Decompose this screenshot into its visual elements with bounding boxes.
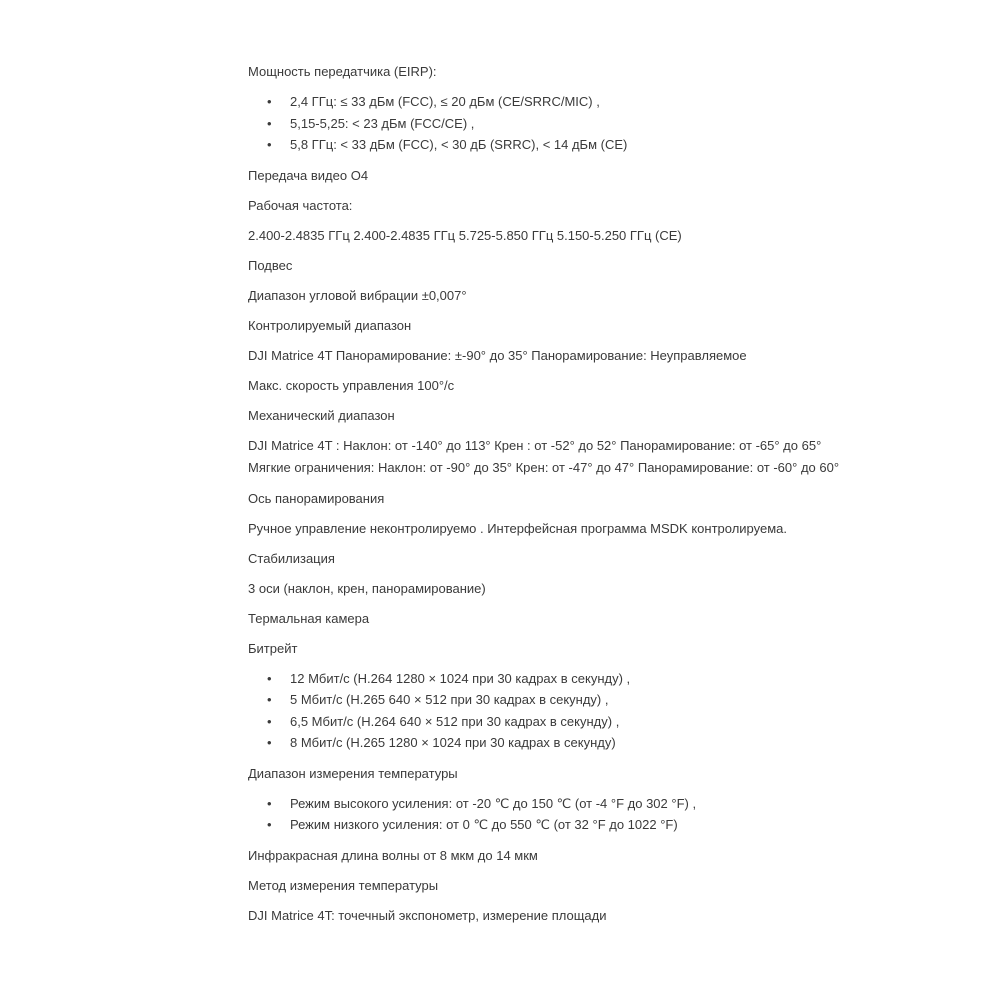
list-item (248, 814, 808, 836)
paragraph-max-control-speed: Макс. скорость управления 100°/с (248, 377, 455, 393)
paragraph-line: Мягкие ограничения: Наклон: от -90° до 35° Крен: от -47° до 47° Панорамирование: от -60° до 60° (248, 459, 840, 475)
paragraph-operating-frequency-value: 2.400-2.4835 ГГц 2.400-2.4835 ГГц 5.725-5.850 ГГц 5.150-5.250 ГГц (CE) (248, 227, 682, 243)
paragraph-line: DJI Matrice 4T : Наклон: от -140° до 113° Крен : от -52° до 52° Панорамирование: от -65° до 65° (248, 437, 822, 453)
bullet-icon: • (267, 692, 272, 707)
paragraph-bitrate-label: Битрейт (248, 640, 298, 656)
paragraph-operating-frequency-label: Рабочая частота: (248, 197, 353, 213)
paragraph-infrared-wavelength: Инфракрасная длина волны от 8 мкм до 14 мкм (248, 847, 538, 863)
paragraph-temp-method-label: Метод измерения температуры (248, 877, 439, 893)
list-item-text: Режим низкого усиления: от 0 ℃ до 550 ℃ (от 32 °F до 1022 °F) (290, 817, 678, 832)
bullet-list-bitrate (248, 668, 808, 754)
paragraph-mechanical-range-value (248, 435, 840, 479)
paragraph-manual-control: Ручное управление неконтролируемо . Интерфейсная программа MSDK контролируема. (248, 520, 787, 536)
paragraph-controllable-range-value: DJI Matrice 4T Панорамирование: ±-90° до 35° Панорамирование: Неуправляемое (248, 347, 747, 363)
paragraph-vibration-range: Диапазон угловой вибрации ±0,007° (248, 287, 467, 303)
bullet-icon: • (267, 795, 272, 811)
paragraph-pan-axis: Ось панорамирования (248, 490, 385, 506)
bullet-icon: • (267, 670, 272, 686)
bullet-icon: • (267, 817, 272, 832)
list-item (248, 732, 808, 754)
bullet-list-eirp (248, 91, 808, 156)
paragraph-transmitter-power: Мощность передатчика (EIRP): (248, 64, 437, 79)
list-item (248, 134, 808, 156)
paragraph-stabilization-label: Стабилизация (248, 550, 335, 566)
paragraph-stabilization-value: 3 оси (наклон, крен, панорамирование) (248, 580, 486, 596)
list-item-text: 8 Мбит/с (H.265 1280 × 1024 при 30 кадрах в секунду) (290, 735, 616, 750)
bullet-list-temperature (248, 793, 808, 836)
paragraph-gimbal: Подвес (248, 257, 293, 273)
list-item (248, 113, 808, 135)
list-item-text: 12 Мбит/с (H.264 1280 × 1024 при 30 кадрах в секунду) , (290, 670, 631, 686)
paragraph-thermal-camera: Термальная камера (248, 610, 370, 626)
paragraph-video-transmission: Передача видео O4 (248, 167, 369, 183)
paragraph-temp-method-value: DJI Matrice 4T: точечный экспонометр, измерение площади (248, 907, 607, 923)
list-item (248, 689, 808, 711)
paragraph-temp-measurement-range: Диапазон измерения температуры (248, 765, 458, 781)
bullet-icon: • (267, 735, 272, 750)
list-item (248, 668, 808, 690)
list-item-text: 2,4 ГГц: ≤ 33 дБм (FCC), ≤ 20 дБм (CE/SRRC/MIC) , (290, 94, 600, 109)
document-content (248, 61, 840, 935)
bullet-icon: • (267, 94, 272, 109)
list-item (248, 711, 808, 733)
bullet-icon: • (267, 713, 272, 729)
paragraph-mechanical-range-label: Механический диапазон (248, 407, 395, 423)
list-item-text: 5,15-5,25: < 23 дБм (FCC/CE) , (290, 115, 475, 131)
list-item-text: 5,8 ГГц: < 33 дБм (FCC), < 30 дБ (SRRC), < 14 дБм (CE) (290, 137, 628, 152)
list-item (248, 793, 808, 815)
list-item (248, 91, 808, 113)
bullet-icon: • (267, 137, 272, 152)
list-item-text: 5 Мбит/с (H.265 640 × 512 при 30 кадрах в секунду) , (290, 692, 609, 707)
bullet-icon: • (267, 115, 272, 131)
paragraph-controllable-range-label: Контролируемый диапазон (248, 317, 412, 333)
list-item-text: 6,5 Мбит/с (H.264 640 × 512 при 30 кадрах в секунду) , (290, 713, 620, 729)
list-item-text: Режим высокого усиления: от -20 ℃ до 150 ℃ (от -4 °F до 302 °F) , (290, 795, 697, 811)
